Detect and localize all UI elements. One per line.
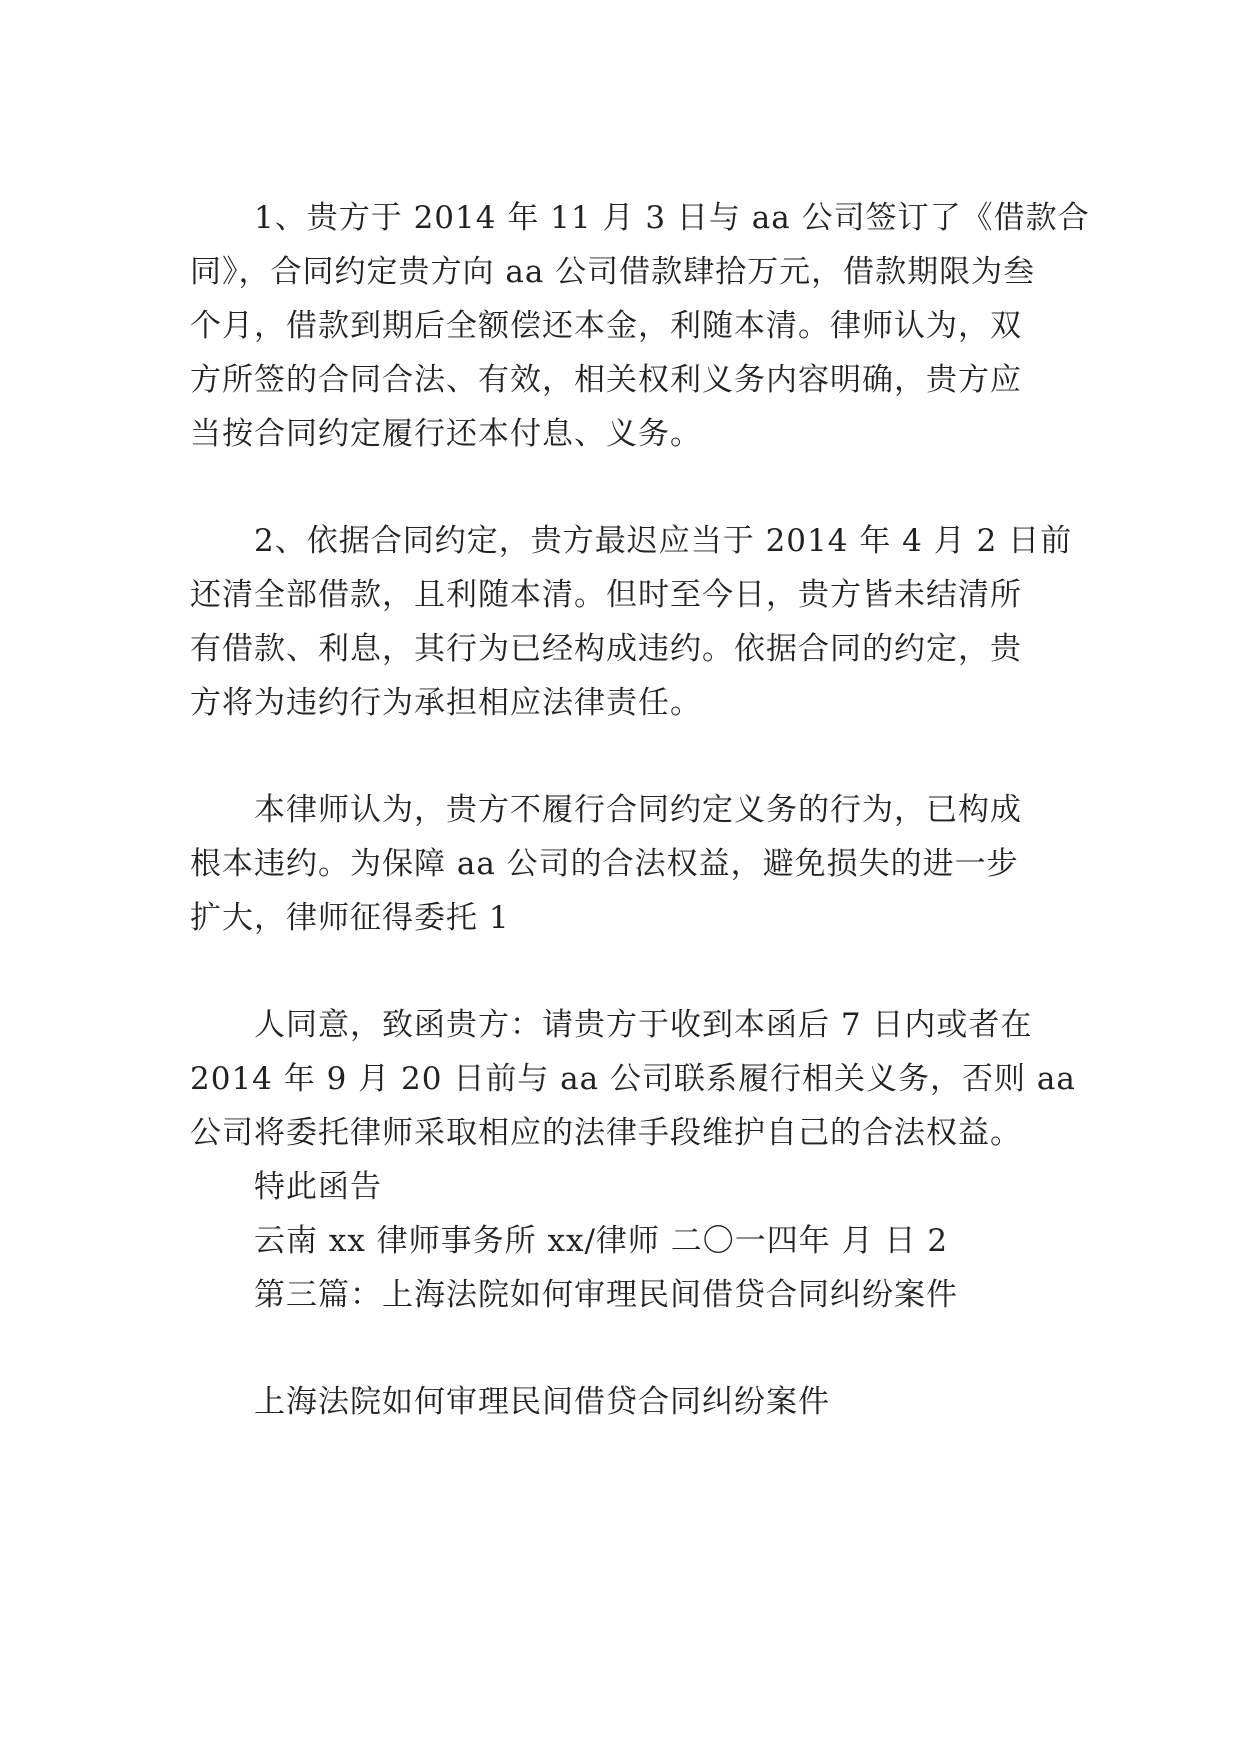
paragraph-1-line-4: 方所签的合同合法、有效，相关权利义务内容明确，贵方应	[190, 362, 1022, 398]
paragraph-2-line-2: 还清全部借款，且利随本清。但时至今日，贵方皆未结清所	[190, 577, 1022, 613]
paragraph-4-line-3: 公司将委托律师采取相应的法律手段维护自己的合法权益。	[190, 1115, 1022, 1151]
paragraph-2-line-3: 有借款、利息，其行为已经构成违约。依据合同的约定，贵	[190, 631, 1022, 667]
section-title: 上海法院如何审理民间借贷合同纠纷案件	[254, 1384, 830, 1420]
section-heading: 第三篇：上海法院如何审理民间借贷合同纠纷案件	[254, 1277, 958, 1313]
paragraph-3-line-1: 本律师认为，贵方不履行合同约定义务的行为，已构成	[254, 792, 1022, 828]
paragraph-4-line-2: 2014 年 9 月 20 日前与 aa 公司联系履行相关义务，否则 aa	[190, 1061, 1076, 1097]
paragraph-3-line-2: 根本违约。为保障 aa 公司的合法权益，避免损失的进一步	[190, 846, 1019, 882]
paragraph-3-line-3: 扩大，律师征得委托 1	[190, 900, 510, 936]
signature-line: 云南 xx 律师事务所 xx/律师 二〇一四年 月 日 2	[254, 1223, 949, 1259]
paragraph-2-line-1: 2、依据合同约定，贵方最迟应当于 2014 年 4 月 2 日前	[254, 523, 1073, 559]
paragraph-4-line-1: 人同意，致函贵方：请贵方于收到本函后 7 日内或者在	[254, 1007, 1033, 1043]
closing-text: 特此函告	[254, 1169, 382, 1205]
paragraph-2-line-4: 方将为违约行为承担相应法律责任。	[190, 685, 702, 721]
paragraph-1-line-1: 1、贵方于 2014 年 11 月 3 日与 aa 公司签订了《借款合	[254, 200, 1090, 236]
paragraph-1-line-2: 同》，合同约定贵方向 aa 公司借款肆拾万元，借款期限为叁	[190, 254, 1036, 290]
paragraph-1-line-5: 当按合同约定履行还本付息、义务。	[190, 416, 702, 452]
paragraph-1-line-3: 个月，借款到期后全额偿还本金，利随本清。律师认为，双	[190, 308, 1022, 344]
